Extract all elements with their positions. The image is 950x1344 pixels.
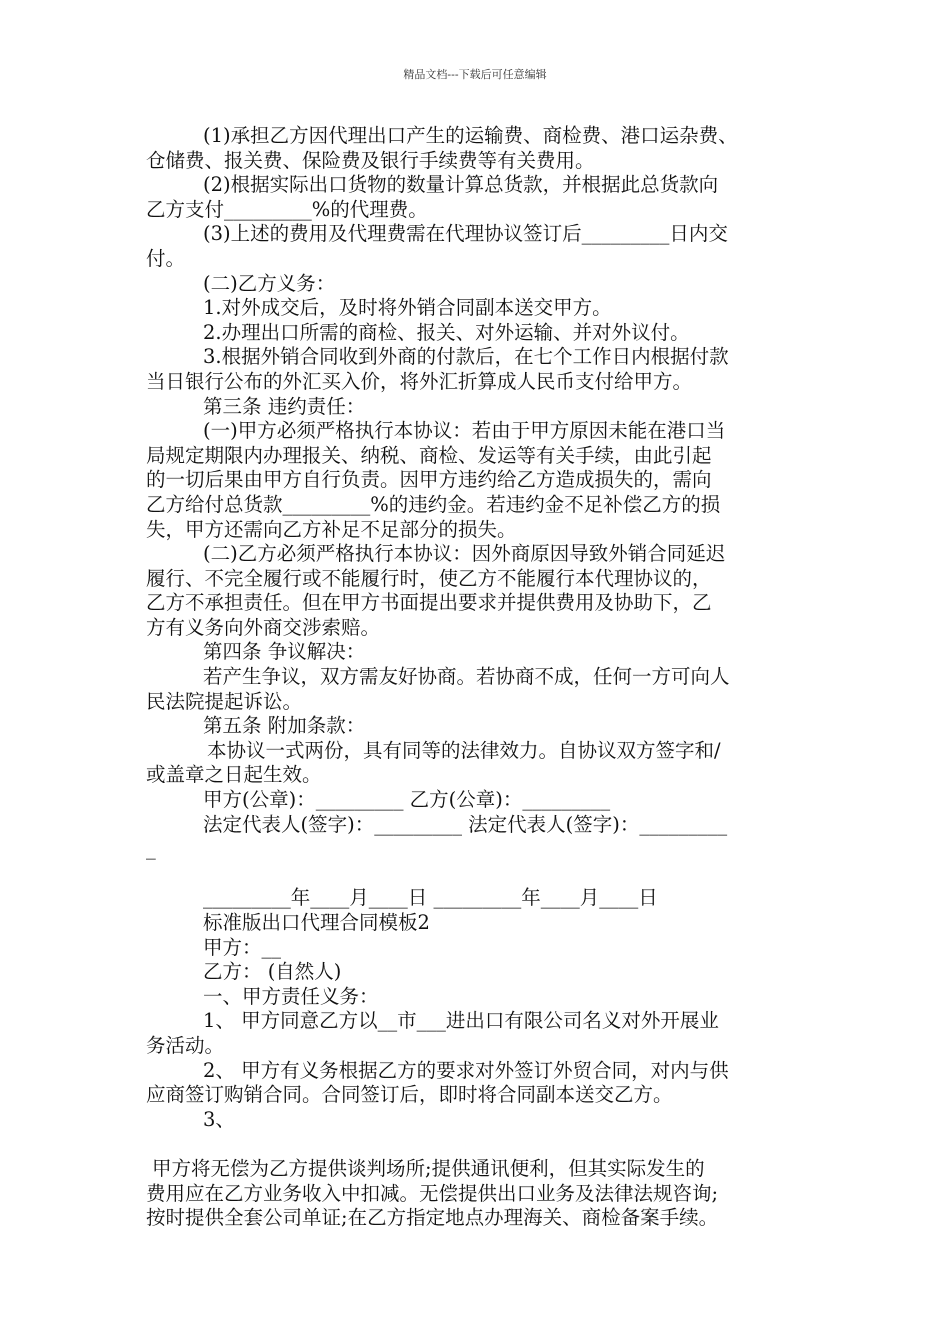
text-line: 乙方不承担责任。但在甲方书面提出要求并提供费用及协助下，乙 [146,591,712,615]
blank-line [146,1132,814,1157]
text-line: 乙方支付_________%的代理费。 [146,197,428,221]
text-line: 第四条 争议解决： [203,640,366,664]
blank-line [146,862,814,887]
text-line: 2、 甲方有义务根据乙方的要求对外签订外贸合同，对内与供 [203,1058,729,1082]
text-line: _ [146,837,156,861]
text-line: 3、 [203,1107,235,1131]
text-line: 务活动。 [146,1033,225,1057]
text-line: (一)甲方必须严格执行本协议：若由于甲方原因未能在港口当 [203,419,726,443]
text-line: 1.对外成交后，及时将外销合同副本送交甲方。 [203,296,612,320]
document-body [146,124,814,1231]
text-line: 一、甲方责任义务： [203,984,379,1008]
text-line: 本协议一式两份，具有同等的法律效力。自协议双方签字和/ [207,738,721,762]
text-line: 乙方： (自然人) [203,960,342,984]
text-line: 法定代表人(签字)：_________ 法定代表人(签字)：_________ [203,812,728,836]
text-line: 甲方(公章)：_________ 乙方(公章)：_________ [203,788,611,812]
text-line: (1)承担乙方因代理出口产生的运输费、商检费、港口运杂费、 [203,124,738,147]
text-line: 3.根据外销合同收到外商的付款后，在七个工作日内根据付款 [203,345,729,369]
text-line: 第三条 违约责任： [203,394,366,418]
text-line: (2)根据实际出口货物的数量计算总货款，并根据此总货款向 [203,173,719,197]
text-line: 标准版出口代理合同模板2 [203,911,430,934]
text-line: 或盖章之日起生效。 [146,763,322,787]
text-line: 第五条 附加条款： [203,714,366,738]
text-line: 甲方：__ [203,935,282,959]
text-line: 1、 甲方同意乙方以__市___进出口有限公司名义对外开展业 [203,1009,719,1033]
text-line: 按时提供全套公司单证;在乙方指定地点办理海关、商检备案手续。 [146,1206,719,1230]
text-line: 履行、不完全履行或不能履行时，使乙方不能履行本代理协议的， [146,566,712,590]
text-line: (二)乙方义务： [203,271,336,295]
text-line: (3)上述的费用及代理费需在代理协议签订后_________日内交 [203,222,728,246]
text-line: 付。 [146,246,186,270]
text-line: 方有义务向外商交涉索赔。 [146,615,381,639]
text-line: 仓储费、报关费、保险费及银行手续费等有关费用。 [146,148,595,172]
page-header: 精品文档---下载后可任意编辑 [403,68,547,81]
text-line: 当日银行公布的外汇买入价，将外汇折算成人民币支付给甲方。 [146,369,693,393]
text-line: 局规定期限内办理报关、纳税、商检、发运等有关手续，由此引起 [146,443,712,467]
text-line: 若产生争议，双方需友好协商。若协商不成，任何一方可向人 [203,665,730,689]
text-line: 甲方将无偿为乙方提供谈判场所;提供通讯便利，但其实际发生的 [152,1156,705,1180]
text-line: 乙方给付总货款_________%的违约金。若违约金不足补偿乙方的损 [146,492,721,516]
text-line: _________年____月____日 _________年____月____日 [203,886,658,910]
text-line: 失，甲方还需向乙方补足不足部分的损失。 [146,517,517,541]
text-line: (二)乙方必须严格执行本协议：因外商原因导致外销合同延迟 [203,542,726,566]
text-line: 的一切后果由甲方自行负责。因甲方违约给乙方造成损失的，需向 [146,468,712,492]
text-line: 费用应在乙方业务收入中扣减。无偿提供出口业务及法律法规咨询; [146,1181,719,1205]
text-line: 应商签订购销合同。合同签订后，即时将合同副本送交乙方。 [146,1083,673,1107]
text-line: 民法院提起诉讼。 [146,689,303,713]
text-line: 2.办理出口所需的商检、报关、对外运输、并对外议付。 [203,320,690,344]
